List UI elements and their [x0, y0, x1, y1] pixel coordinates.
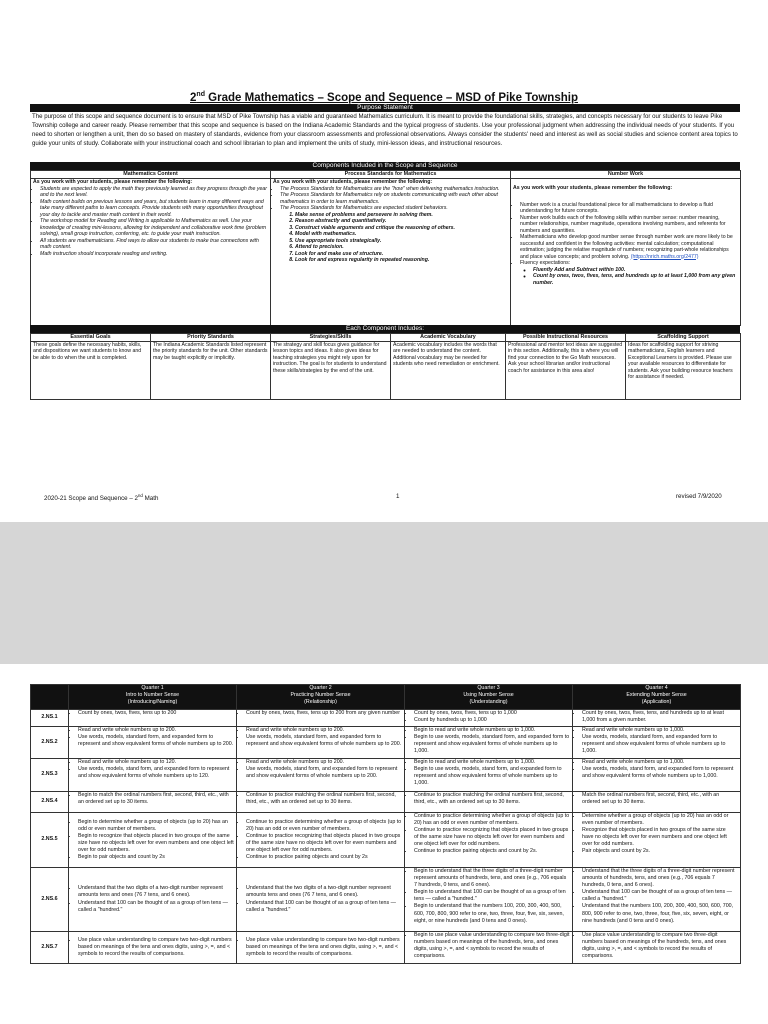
cell-list: [71, 759, 234, 780]
title-main: 2: [190, 91, 197, 104]
list-item: • Read and write whole numbers up to 1,000.: [582, 759, 738, 766]
quarter-1-header: [69, 685, 237, 710]
list-item: • Math instruction should incorporate reading and writing.: [40, 251, 268, 258]
list-item: • Understand that the two digits of a two-digit number represent amounts tens and ones (76 7 tens, and 6 ones).: [78, 885, 234, 899]
cell-list: [575, 792, 738, 806]
header-scaffolding-support: Scaffolding Support: [626, 334, 741, 342]
quarter-2-cell: [237, 710, 405, 727]
quarter-title: Practicing Number Sense: [290, 691, 351, 698]
footer-page-number: 1: [396, 493, 400, 500]
list-item: • Match the ordinal numbers first, second, third, etc., with an ordered set up to 30 items.: [582, 792, 738, 806]
list-item: • Use words, models, standard form, and expanded form to represent and show equivalent forms of whole numbers up to 1,000.: [582, 734, 738, 755]
list-item: • Begin to use words, models, stand form, and expanded form to represent and show equivalent forms of whole numbers up to 1,000.: [414, 766, 570, 787]
table-row: [31, 727, 741, 759]
footer-left: [44, 493, 158, 502]
cell-list: [71, 937, 234, 958]
header-essential-goals: Essential Goals: [31, 334, 151, 342]
list-item: • Count by ones, twos, fives, tens, and hundreds up to at least 1,000 from a given number.: [582, 710, 738, 724]
cell-list: [407, 792, 570, 806]
list-item: • Begin to use words, models, standard form, and expanded form to represent and show equivalent forms of whole numbers up to 1,000.: [414, 734, 570, 755]
list-item: • Count by hundreds up to 1,000: [414, 717, 570, 724]
list-item: • Read and write whole numbers up to 1,000.: [582, 727, 738, 734]
list-item: • Understand that 100 can be thought of as a group of ten tens — called a "hundred.": [582, 889, 738, 903]
quarter-2-cell: [237, 792, 405, 813]
quarter-3-cell: [405, 759, 573, 792]
footer-left-sup: nd: [137, 493, 143, 498]
list-item: • Students are expected to apply the math they previously learned as they progress through the year and to the next level.: [40, 186, 268, 199]
number-work-list: [513, 202, 738, 267]
quarter-1-cell: [69, 759, 237, 792]
table-row: [31, 792, 741, 813]
process-standards-cell: [271, 179, 511, 326]
quarter-1-cell: [69, 792, 237, 813]
quarter-2-header: [237, 685, 405, 710]
list-item: • Begin to read and write whole numbers up to 1,000.: [414, 727, 570, 734]
scaffolding-support-text: Ideas for scaffolding support for striving mathematicians, English learners and Exceptional Learners is provided. Please use your available resources to differentiate for students. Ask your building resource teachers for assistance if needed.: [626, 341, 741, 399]
cell-list: [239, 727, 402, 748]
fluency-list: [513, 267, 738, 287]
list-item: 2. Reason abstractly and quantitatively.: [295, 218, 508, 225]
cell-list: [575, 727, 738, 755]
standard-code: 2.NS.1: [31, 710, 69, 727]
standard-code: 2.NS.5: [31, 813, 69, 868]
quarters-table-body: [31, 710, 741, 964]
list-item: • Understand that 100 can be thought of as a group of ten tens — called a "hundred.": [78, 900, 234, 914]
list-item: • Understand that the three digits of a three-digit number represent amounts of hundreds, tens, and ones (e.g., 706 equals 7 hundreds, 0 tens, and 6 ones).: [582, 868, 738, 889]
list-item: 8. Look for and express regularity in repeated reasoning.: [295, 257, 508, 264]
purpose-header: Purpose Statement: [30, 104, 740, 112]
list-item: • Use place value understanding to compare two three-digit numbers based on meanings of the hundreds, tens, and ones digits, using >, =, and < symbols to record the results of comparisons.: [582, 932, 738, 960]
list-item-text: Mathematicians who develop good number sense through number work are more likely to be successful and confident in the following activities: mental calculation; computational estimation; judging the relative magnitude of numbers; recognizing part-whole relationships and place value concepts; and problem solving.: [520, 234, 733, 260]
quarter-title: Extending Number Sense: [626, 691, 687, 698]
list-item: • Begin to read and write whole numbers up to 1,000.: [414, 759, 570, 766]
quarter-2-cell: [237, 932, 405, 964]
list-item: • All students are mathematicians. Find ways to allow our students to make true connections with math content.: [40, 238, 268, 251]
quarter-4-cell: [573, 932, 741, 964]
standard-code: 2.NS.3: [31, 759, 69, 792]
quarter-4-cell: [573, 792, 741, 813]
cell-list: [239, 792, 402, 806]
instructional-resources-text: Professional and mentor text ideas are suggested in this section. Additionally, this is where you will find your connection to the Go Math resources. Ask your school librarian and/or instructional coach for assistance in this area also!: [506, 341, 626, 399]
quarter-3-cell: [405, 932, 573, 964]
cell-list: [407, 813, 570, 856]
list-item: • Read and write whole numbers up to 200.: [246, 759, 402, 766]
cell-list: [407, 727, 570, 755]
cell-list: [71, 792, 234, 806]
col-header-math-content: Mathematics Content: [31, 171, 271, 179]
footer-left-text: 2020-21 Scope and Sequence – 2: [44, 495, 138, 503]
corner-cell: [31, 685, 69, 710]
quarter-subtitle: (Relationship): [304, 698, 337, 705]
cell-list: [575, 813, 738, 856]
title-rest: Grade Mathematics – Scope and Sequence – MSD of Pike Township: [204, 91, 578, 104]
footer-revised: revised 7/9/2020: [676, 493, 722, 500]
math-content-list: [33, 186, 268, 258]
list-item: 7. Look for and make use of structure.: [295, 251, 508, 258]
each-component-header: Each Component Includes:: [30, 325, 740, 333]
list-item: • Begin to understand that the three digits of a three-digit number represent amounts of hundreds, tens, and ones (e.g., 706 equals 7 hundreds, 0 tens, and 6 ones).: [414, 868, 570, 889]
standard-code: 2.NS.6: [31, 868, 69, 932]
table-row: [31, 932, 741, 964]
quarter-label: Quarter 2: [309, 685, 332, 691]
list-item: • Read and write whole numbers up to 120.: [78, 759, 234, 766]
quarter-1-cell: [69, 813, 237, 868]
quarters-table: [30, 684, 741, 964]
process-standards-list: [273, 212, 508, 264]
cell-list: [71, 819, 234, 862]
list-item: • Begin to understand that the numbers 100, 200, 300, 400, 500, 600, 700, 800, 900 refer to one, two, three, four, five, six, seven, eight, or nine hundreds (and 0 tens and 0 ones).: [414, 903, 570, 924]
quarter-label: Quarter 4: [645, 685, 668, 691]
list-item: • Understand that 100 can be thought of as a group of ten tens — called a "hundred.": [246, 900, 402, 914]
list-item: • Read and write whole numbers up to 200.: [246, 727, 402, 734]
nrich-link[interactable]: (https://nrich.maths.org/2477): [630, 253, 699, 260]
list-item: • Continue to practice pairing objects and count by 2s.: [414, 848, 570, 855]
list-item: 6. Attend to precision.: [295, 244, 508, 251]
list-item: • Determine whether a group of objects (up to 20) has an odd or even number of members.: [582, 813, 738, 827]
cell-list: [239, 937, 402, 958]
cell-list: [575, 932, 738, 960]
quarter-4-header: [573, 685, 741, 710]
cell-list: [239, 759, 402, 780]
remember-note: As you work with your students, please remember the following:: [513, 185, 673, 191]
list-item: • Number work builds each of the following skills within number sense: number meaning, number relationships, number magnitude, operations involving numbers, and referents for numbers and quantities.: [520, 215, 738, 235]
academic-vocabulary-text: Academic vocabulary includes the words that are needed to understand the content. Additional vocabulary may be needed for students who need remediation or enrichment.: [391, 341, 506, 399]
quarter-4-cell: [573, 868, 741, 932]
quarter-4-cell: [573, 759, 741, 792]
quarter-header-row: [31, 685, 741, 710]
components-table: [30, 170, 741, 326]
each-component-table: [30, 333, 741, 400]
quarter-subtitle: (Understanding): [469, 698, 508, 705]
list-item: • Begin to determine whether a group of objects (up to 20) has an odd or even number of members.: [78, 819, 234, 833]
cell-list: [407, 868, 570, 925]
essential-goals-text: These goals define the necessary habits, skills, and dispositions we want students to know and be able to do when the unit is completed.: [31, 341, 151, 399]
quarter-title: Intro to Number Sense: [125, 691, 180, 698]
list-item: • The workshop model for Reading and Writing is applicable to Mathematics as well. Use your knowledge of creating mini-lessons, allowing for independent and collaborative work time (problem solving), small group instruction, conferring, etc. to guide your math instruction.: [40, 218, 268, 238]
cell-list: [575, 868, 738, 925]
list-item: • Count by ones, twos, fives, tens up to 200 from any given number: [246, 710, 402, 717]
footer-left-end: Math: [142, 495, 159, 503]
quarter-2-cell: [237, 759, 405, 792]
title-sup: nd: [196, 91, 205, 98]
table-row: [31, 710, 741, 727]
standard-code: 2.NS.2: [31, 727, 69, 759]
list-item: • Use place value understanding to compare two two-digit numbers based on meanings of the tens and ones digits, using >, =, and < symbols to record the results of comparisons.: [246, 937, 402, 958]
list-item: • Use words, models, standard form, and expanded form to represent and show equivalent forms of whole numbers up to 200.: [246, 734, 402, 748]
list-item: • Math content builds on previous lessons and years, but students learn in many different ways and take many different paths to learn concepts. Provide students with many opportunities throughout your day to tackle and master math content in their world.: [40, 199, 268, 219]
quarter-3-cell: [405, 710, 573, 727]
components-header: Components Included in the Scope and Sequence: [30, 162, 740, 170]
quarter-3-cell: [405, 792, 573, 813]
quarter-4-cell: [573, 813, 741, 868]
list-item: • Use words, models, stand form, and expanded form to represent and show equivalent forms of whole numbers up to 120.: [78, 766, 234, 780]
quarter-1-cell: [69, 710, 237, 727]
quarter-2-cell: [237, 868, 405, 932]
standard-code: 2.NS.7: [31, 932, 69, 964]
table-row: [31, 813, 741, 868]
quarter-4-cell: [573, 710, 741, 727]
cell-list: [239, 710, 402, 717]
remember-note: As you work with your students, please remember the following:: [273, 179, 433, 185]
header-strategies-skills: Strategies/Skills: [271, 334, 391, 342]
math-content-cell: [31, 179, 271, 326]
list-item: • Number work is a crucial foundational piece for all mathematicians to develop a fluid understanding for future concepts.: [520, 202, 738, 215]
list-item: • Continue to practice matching the ordinal numbers first, second, third, etc., with an ordered set up to 30 items.: [246, 792, 402, 806]
list-item: • The Process Standards for Mathematics are the "how" when delivering mathematics instruction.: [280, 186, 508, 193]
header-instructional-resources: Possible Instructional Resources: [506, 334, 626, 342]
list-item: • Begin to match the ordinal numbers first, second, third, etc., with an ordered set up to 30 items.: [78, 792, 234, 806]
cell-list: [407, 759, 570, 787]
standard-code: 2.NS.4: [31, 792, 69, 813]
quarter-3-cell: [405, 813, 573, 868]
list-item: • Recognize that objects placed in two groups of the same size have no objects left over for even numbers and one object left over for odd numbers.: [582, 827, 738, 848]
list-item: • Use words, models, stand form, and expanded form to represent and show equivalent forms of whole numbers up to 200.: [246, 766, 402, 780]
table-row: [31, 759, 741, 792]
document-title: [0, 91, 768, 104]
cell-list: [575, 710, 738, 724]
list-item: • Understand that the numbers 100, 200, 300, 400, 500, 600, 700, 800, 900 refer to one, two, three, four, five, six, seven, eight, or nine hundreds (and 0 tens and 0 ones).: [582, 903, 738, 924]
list-item: • Begin to use place value understanding to compare two three-digit numbers based on meanings of the hundreds, tens, and ones digits, using >, =, and < symbols to record the results of comparisons.: [414, 932, 570, 960]
quarter-2-cell: [237, 813, 405, 868]
list-item: • Understand that the two digits of a two-digit number represent amounts tens and ones (76 7 tens, and 6 ones).: [246, 885, 402, 899]
list-item: 4. Model with mathematics.: [295, 231, 508, 238]
quarter-3-cell: [405, 868, 573, 932]
list-item: • Count by ones, twos, fives, tens up to 200: [78, 710, 234, 717]
list-item: • Continue to practice determining whether a group of objects (up to 20) has an odd or even number of members.: [414, 813, 570, 827]
list-item: 1. Make sense of problems and persevere in solving them.: [295, 212, 508, 219]
cell-list: [239, 885, 402, 913]
remember-note: As you work with your students, please remember the following:: [33, 179, 193, 185]
list-item: • Continue to practice recognizing that objects placed in two groups of the same size have no objects left over for even numbers and one object left over for odd numbers.: [246, 833, 402, 854]
list-item: • Continue to practice recognizing that objects placed in two groups of the same size have no objects left over for even numbers and one object left over for odd numbers.: [414, 827, 570, 848]
list-item: • The Process Standards for Mathematics are expected student behaviors.: [280, 205, 508, 212]
strategies-skills-text: The strategy and skill focus gives guidance for lesson topics and ideas. It also gives ideas for teaching strategies you might rely upon for instruction. The goal is for students to understand these skills/strategies by the end of the unit.: [271, 341, 391, 399]
list-item: • Read and write whole numbers up to 200.: [78, 727, 234, 734]
quarter-3-cell: [405, 727, 573, 759]
quarter-subtitle: (Introducing/Naming): [127, 698, 178, 705]
list-item: [520, 234, 738, 260]
quarter-3-header: [405, 685, 573, 710]
list-item: • Begin to pair objects and count by 2s: [78, 854, 234, 861]
priority-standards-text: The Indiana Academic Standards listed represent the priority standards for the unit. Other standards may be taught explicitly or implicitly.: [151, 341, 271, 399]
list-item: ◦ Count by ones, twos, fives, tens, and hundreds up to at least 1,000 from any given number.: [533, 273, 738, 286]
cell-list: [71, 727, 234, 748]
cell-list: [575, 759, 738, 780]
quarter-4-cell: [573, 727, 741, 759]
quarter-label: Quarter 3: [477, 685, 500, 691]
list-item: • Use place value understanding to compare two two-digit numbers based on meanings of the tens and ones digits, using >, =, and < symbols to record the results of comparisons.: [78, 937, 234, 958]
cell-list: [407, 710, 570, 724]
header-priority-standards: Priority Standards: [151, 334, 271, 342]
cell-list: [71, 710, 234, 717]
list-item: • The Process Standards for Mathematics rely on students communicating with each other about mathematics in order to learn mathematics.: [280, 192, 508, 205]
col-header-process-standards: Process Standards for Mathematics: [271, 171, 511, 179]
list-item: • Continue to practice matching the ordinal numbers first, second, third, etc., with an ordered set up to 30 items.: [414, 792, 570, 806]
list-item: • Continue to practice pairing objects and count by 2s: [246, 854, 402, 861]
list-item: • Begin to understand that 100 can be thought of as a group of ten tens — called a "hundred.": [414, 889, 570, 903]
quarter-1-cell: [69, 868, 237, 932]
list-item: 5. Use appropriate tools strategically.: [295, 238, 508, 245]
list-item: • Pair objects and count by 2s.: [582, 848, 738, 855]
cell-list: [407, 932, 570, 960]
list-item: • Begin to recognize that objects placed in two groups of the same size have no objects left over for even numbers and one object left over for odd numbers.: [78, 833, 234, 854]
quarter-subtitle: (Application): [641, 698, 672, 705]
quarter-1-cell: [69, 932, 237, 964]
quarter-2-cell: [237, 727, 405, 759]
cell-list: [71, 885, 234, 913]
col-header-number-work: Number Work: [511, 171, 741, 179]
number-work-cell: [511, 179, 741, 326]
quarter-title: Using Number Sense: [463, 691, 514, 698]
list-item: • Use words, models, standard form, and expanded form to represent and show equivalent forms of whole numbers up to 200.: [78, 734, 234, 748]
list-item: ◦ Fluently Add and Subtract within 100.: [533, 267, 738, 274]
quarter-label: Quarter 1: [141, 685, 164, 691]
header-academic-vocabulary: Academic Vocabulary: [391, 334, 506, 342]
list-item: 3. Construct viable arguments and critique the reasoning of others.: [295, 225, 508, 232]
list-item: • Continue to practice determining whether a group of objects (up to 20) has an odd or even number of members.: [246, 819, 402, 833]
process-intro-list: [273, 186, 508, 212]
list-item: • Use words, models, stand form, and expanded form to represent and show equivalent forms of whole numbers up to 1,000.: [582, 766, 738, 780]
purpose-text: The purpose of this scope and sequence document is to ensure that MSD of Pike Township has a viable and guaranteed Mathematics curriculum. It is meant to provide the foundational skills, strategies, and concepts necessary for our students to leave Pike Township college and career ready. Please remember that this scope and sequence is based on the Indiana Academic Standards and the typical progress of students. Use your professional judgment when addressing the individual needs of your students. If you need to shorten or lengthen a unit, then do so based on mastery of standards, evidence from your classroom assessments and professional observations. Always consider the students' need and interest as well as social studies and science content area topics to guide your units of study. Collaborate with your instructional coach and school librarian to plan and implement the units of study, mini-lesson ideas, and instructional resources.: [32, 113, 738, 147]
quarter-1-cell: [69, 727, 237, 759]
list-item: • Count by ones, twos, fives, tens up to 1,000: [414, 710, 570, 717]
cell-list: [239, 819, 402, 862]
list-item: • Fluency expectations:: [520, 260, 738, 267]
table-row: [31, 868, 741, 932]
